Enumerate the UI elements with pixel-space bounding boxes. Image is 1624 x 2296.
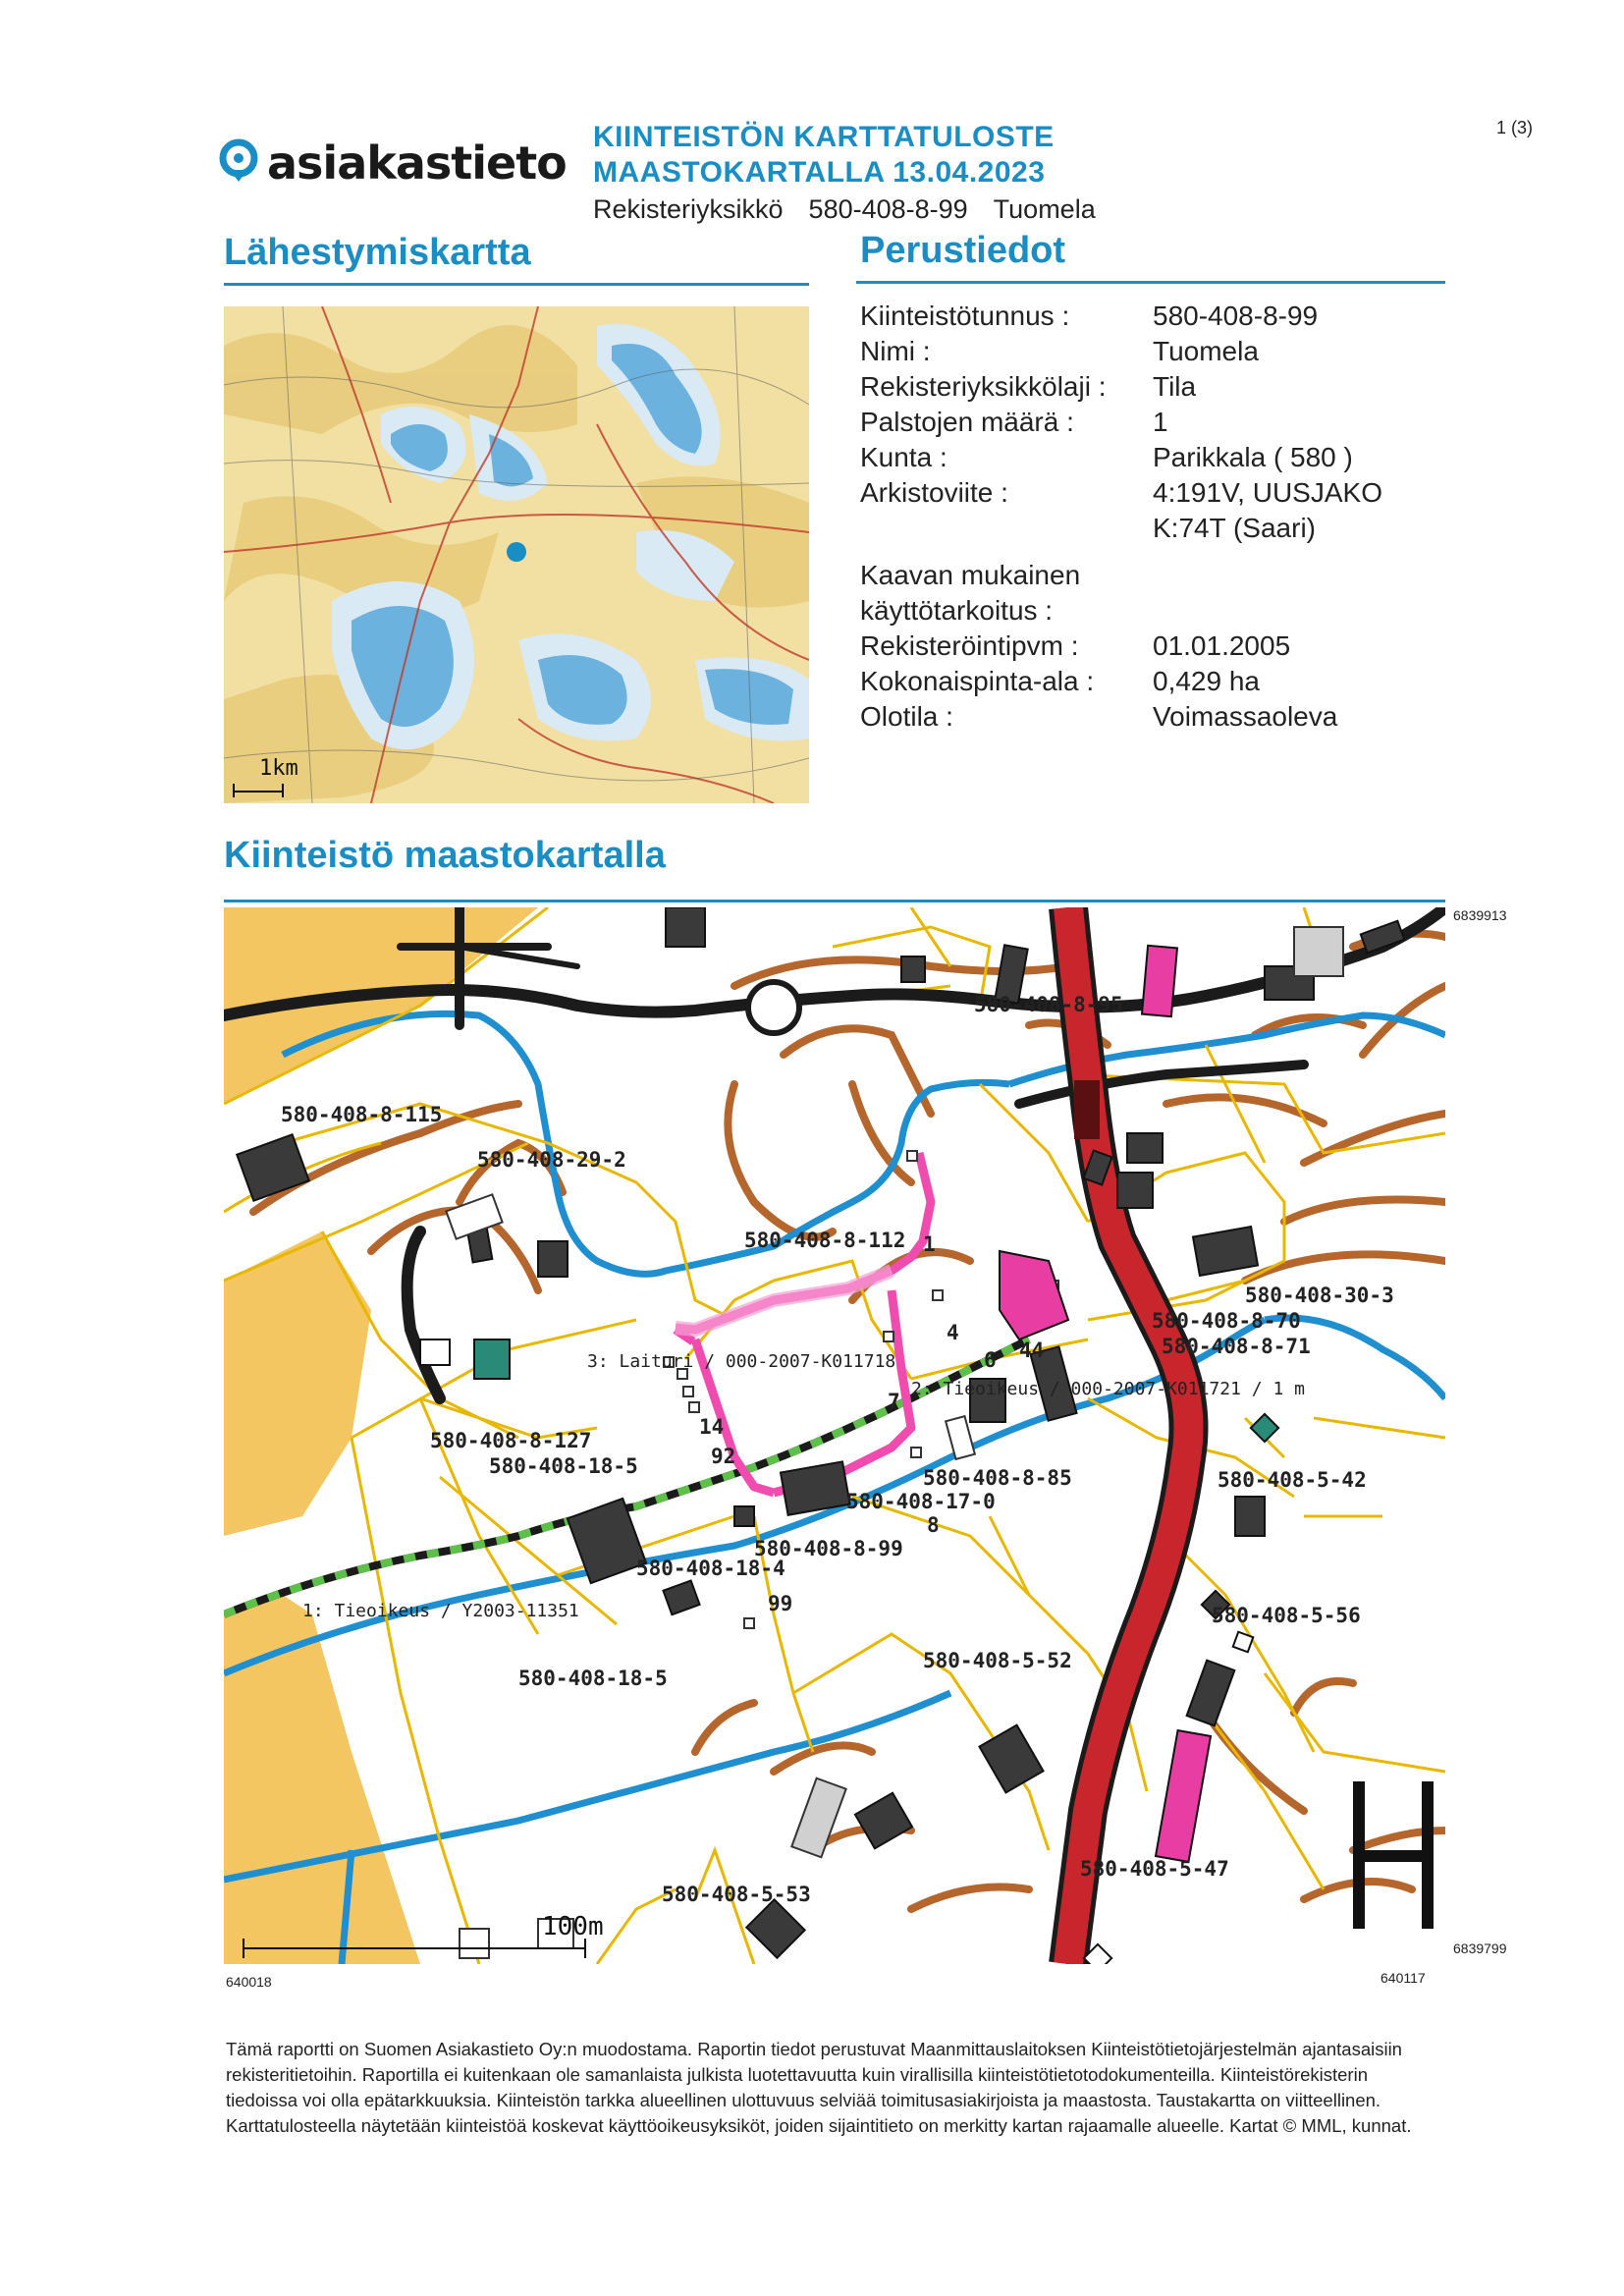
info-row: [860, 511, 1449, 558]
parcel-label: 580-408-17-0: [846, 1490, 996, 1513]
register-unit-line: [593, 194, 1096, 225]
info-row: [860, 369, 1449, 405]
info-label: Kaavan mukainen: [860, 560, 1081, 590]
register-unit-name: Tuomela: [993, 194, 1096, 224]
parcel-label: 580-408-5-53: [662, 1883, 811, 1906]
parcel-label: 580-408-30-3: [1245, 1284, 1394, 1307]
info-label: Rekisteröintipvm :: [860, 630, 1079, 661]
info-row: [860, 405, 1449, 440]
parcel-label: 580-408-5-47: [1080, 1857, 1229, 1881]
info-label: Olotila :: [860, 701, 953, 732]
info-value: 4:191V, UUSJAKO: [1153, 477, 1382, 508]
coord-top-right: 6839913: [1453, 907, 1507, 923]
basic-info-title: Perustiedot: [860, 230, 1066, 271]
parcel-label: 580-408-8-112: [744, 1229, 906, 1252]
scale-label: 100m: [542, 1912, 604, 1941]
point-label: 14: [699, 1415, 725, 1439]
info-label: Rekisteriyksikkölaji :: [860, 371, 1107, 402]
info-value: Tuomela: [1153, 336, 1259, 366]
disclaimer: Tämä raportti on Suomen Asiakastieto Oy:n muodostama. Raportin tiedot perustuvat Maanmittauslaitoksen Kiinteistötietojärjestelmän ajantasaisiin rekisteritietoihin. Raportilla ei kuitenkaan ole samanlaista julkista luotettavuutta kuin virallisilla kiinteistötietotodokumenteilla. Kiinteistörekisterin tiedoissa voi olla epätarkkuuksia. Kiinteistön tarkka alueellinen ulottuvuus selviää toimitusasiakirjoista ja maastosta. Taustakartta on viitteellinen. Karttatulosteella näytetään kiinteistöä koskevat käyttöoikeusyksiköt, joiden sijaintitieto on merkitty kartan rajaamalle alueelle. Kartat © MML, kunnat.: [226, 2039, 1412, 2136]
point-label: 6: [984, 1348, 997, 1372]
info-row: [860, 699, 1449, 735]
info-row: [860, 334, 1449, 369]
easement-label: 3: Laituri / 000-2007-K011718: [587, 1351, 896, 1372]
info-label: Kiinteistötunnus :: [860, 301, 1070, 331]
info-label: käyttötarkoitus :: [860, 595, 1054, 626]
parcel-label: 580-408-18-5: [518, 1667, 668, 1690]
info-row: [860, 299, 1449, 334]
report-title-line1: KIINTEISTÖN KARTTATULOSTE: [593, 121, 1055, 153]
info-value: 1: [1153, 407, 1168, 437]
info-row: [860, 558, 1449, 593]
parcel-label: 580-408-8-99: [754, 1537, 903, 1560]
point-label: 44: [1019, 1339, 1045, 1362]
info-label: Kokonaispinta-ala :: [860, 666, 1095, 696]
point-label: 99: [768, 1592, 793, 1615]
info-row: [860, 593, 1449, 629]
report-title: [593, 120, 1055, 191]
overview-map-title: Lähestymiskartta: [224, 232, 531, 273]
info-label: Arkistoviite :: [860, 477, 1008, 508]
location-pin-icon: [218, 138, 259, 188]
info-value: 01.01.2005: [1153, 630, 1291, 661]
info-label: Nimi :: [860, 336, 931, 366]
info-value: Tila: [1153, 371, 1197, 402]
point-label: 1: [923, 1232, 936, 1256]
info-value: Voimassaoleva: [1153, 701, 1338, 732]
parcel-label: 580-408-8-95: [974, 993, 1123, 1016]
info-row: [860, 440, 1449, 475]
info-row: [860, 475, 1449, 511]
info-label: Palstojen määrä :: [860, 407, 1074, 437]
parcel-label: 580-408-5-42: [1218, 1468, 1367, 1492]
register-unit-label: Rekisteriyksikkö: [593, 194, 784, 224]
parcel-label: 580-408-5-52: [923, 1649, 1072, 1672]
basic-info-table: [860, 299, 1449, 735]
info-row: [860, 664, 1449, 699]
register-unit-id: 580-408-8-99: [808, 194, 968, 224]
parcel-label: 580-408-8-71: [1162, 1335, 1311, 1358]
coord-bottom-left: 640018: [226, 1974, 272, 1990]
coord-bottom-right: 6839799: [1453, 1941, 1507, 1956]
parcel-label: 580-408-8-115: [281, 1103, 443, 1126]
terrain-title-rule: [224, 900, 1445, 902]
parcel-label: 580-408-5-56: [1212, 1604, 1361, 1627]
overview-map[interactable]: [224, 306, 809, 803]
parcel-label: 580-408-8-70: [1152, 1309, 1301, 1333]
info-value: K:74T (Saari): [1153, 513, 1316, 543]
easement-label: 2: Tieoikeus / 000-2007-K011721 / 1 m: [911, 1379, 1305, 1399]
brand-name: asiakastieto: [267, 137, 567, 190]
parcel-label: 580-408-18-4: [636, 1557, 785, 1580]
coord-bottom-right-x: 640117: [1380, 1970, 1426, 1986]
info-value: 0,429 ha: [1153, 666, 1260, 696]
page-number: 1 (3): [1496, 118, 1534, 137]
point-label: 8: [927, 1513, 940, 1537]
overview-scale-label: 1km: [259, 756, 298, 781]
report-title-line2: MAASTOKARTALLA 13.04.2023: [593, 156, 1046, 189]
terrain-map-title: Kiinteistö maastokartalla: [224, 835, 666, 876]
info-row: [860, 629, 1449, 664]
parcel-label: 580-408-18-5: [489, 1454, 638, 1478]
parcel-label: 580-408-29-2: [477, 1148, 626, 1172]
parcel-label: 580-408-8-127: [430, 1429, 592, 1452]
brand-logo: [218, 134, 567, 192]
point-label: 4: [947, 1321, 959, 1344]
easement-label: 1: Tieoikeus / Y2003-11351: [302, 1601, 579, 1621]
basic-info-title-rule: [856, 281, 1445, 284]
info-value: 580-408-8-99: [1153, 301, 1319, 331]
info-label: Kunta :: [860, 442, 947, 472]
info-value: Parikkala ( 580 ): [1153, 442, 1353, 472]
terrain-map[interactable]: [224, 907, 1445, 1964]
point-label: 7: [888, 1390, 900, 1413]
parcel-label: 580-408-8-85: [923, 1466, 1072, 1490]
point-label: 92: [711, 1445, 736, 1468]
overview-title-rule: [224, 283, 809, 286]
